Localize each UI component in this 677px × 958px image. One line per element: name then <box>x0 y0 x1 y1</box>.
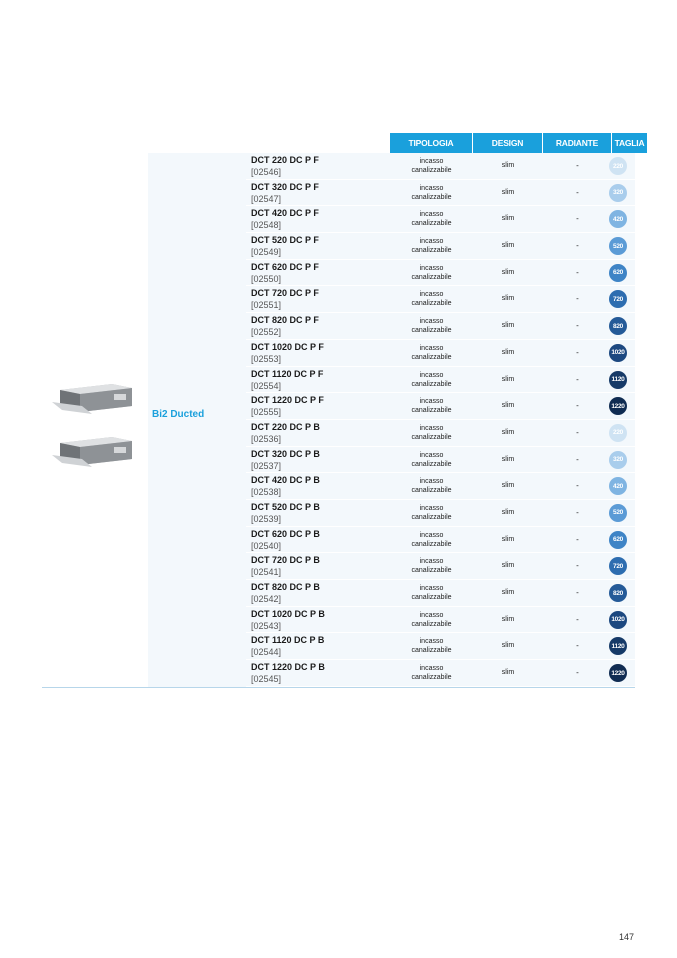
tipologia-cell <box>390 531 473 549</box>
tipologia-line: canalizzabile <box>411 300 452 308</box>
tipologia-line: canalizzabile <box>411 647 452 655</box>
design-cell: slim <box>501 215 515 223</box>
design-cell: slim <box>501 589 515 596</box>
tipologia-cell <box>390 264 473 282</box>
tipologia-line: canalizzabile <box>411 353 452 361</box>
header-design: DESIGN <box>473 133 543 153</box>
table-row <box>246 607 635 634</box>
tipologia-line: canalizzabile <box>411 220 452 228</box>
design-cell: slim <box>501 642 515 650</box>
tipologia-cell <box>390 317 473 335</box>
taglia-badge: 420 <box>609 477 627 495</box>
table-row <box>246 393 635 420</box>
model-code: [02554] <box>251 380 282 391</box>
tipologia-line: incasso <box>419 184 444 192</box>
table-row <box>246 180 635 207</box>
radiante-cell: - <box>576 481 579 491</box>
taglia-badge: 1120 <box>609 371 627 389</box>
tipologia-line: incasso <box>419 638 444 646</box>
table-row <box>246 500 635 527</box>
model-name: DCT 420 DC P F <box>251 208 319 219</box>
radiante-cell: - <box>576 267 579 277</box>
taglia-badge: 520 <box>609 504 627 522</box>
tipologia-cell <box>390 557 473 575</box>
taglia-badge: 420 <box>609 210 627 228</box>
tipologia-cell <box>390 397 473 415</box>
model-code: [02550] <box>251 273 282 284</box>
taglia-badge: 1020 <box>609 611 627 629</box>
table-row <box>246 206 635 233</box>
tipologia-cell <box>390 237 473 255</box>
model-code: [02553] <box>251 353 282 364</box>
table-row <box>246 473 635 500</box>
taglia-badge: 720 <box>609 557 627 575</box>
radiante-cell: - <box>576 187 579 197</box>
table-row <box>246 367 635 394</box>
tipologia-line: canalizzabile <box>411 513 452 521</box>
table-body <box>246 153 635 687</box>
table-header <box>390 133 647 153</box>
model-name: DCT 720 DC P B <box>251 555 320 566</box>
table-row <box>246 633 635 660</box>
taglia-badge: 620 <box>609 264 627 282</box>
taglia-badge: 820 <box>609 584 627 602</box>
radiante-cell: - <box>576 454 579 464</box>
design-cell: slim <box>501 615 515 623</box>
tipologia-cell <box>390 664 473 682</box>
model-code: [02541] <box>251 567 282 578</box>
tipologia-line: canalizzabile <box>411 620 452 628</box>
tipologia-line: incasso <box>419 238 444 246</box>
tipologia-line: canalizzabile <box>411 380 452 388</box>
design-cell: slim <box>501 562 515 570</box>
model-code: [02544] <box>251 647 282 658</box>
tipologia-cell <box>390 344 473 362</box>
radiante-cell: - <box>576 668 579 678</box>
model-code: [02546] <box>251 167 282 177</box>
model-name: DCT 720 DC P F <box>251 288 319 299</box>
design-cell: slim <box>501 322 515 330</box>
design-cell: slim <box>501 188 515 196</box>
tipologia-cell <box>390 451 473 469</box>
tipologia-line: incasso <box>419 611 444 619</box>
product-image-area <box>42 153 148 687</box>
model-name: DCT 1120 DC P F <box>251 368 324 379</box>
group-cell <box>148 153 246 687</box>
model-name: DCT 420 DC P B <box>251 475 320 486</box>
tipologia-line: incasso <box>419 398 444 406</box>
model-code: [02539] <box>251 513 282 524</box>
model-name: DCT 620 DC P B <box>251 528 320 539</box>
design-cell: slim <box>501 268 515 276</box>
radiante-cell: - <box>576 427 579 437</box>
model-name: DCT 820 DC P B <box>251 582 320 592</box>
tipologia-line: canalizzabile <box>411 167 452 174</box>
design-cell: slim <box>501 402 515 410</box>
tipologia-line: incasso <box>419 424 444 432</box>
radiante-cell: - <box>576 347 579 357</box>
tipologia-line: canalizzabile <box>411 460 452 468</box>
model-name: DCT 320 DC P B <box>251 448 320 459</box>
model-name: DCT 220 DC P F <box>251 155 319 165</box>
table-row <box>246 447 635 474</box>
taglia-badge: 520 <box>609 237 627 255</box>
tipologia-cell <box>390 184 473 202</box>
model-code: [02537] <box>251 460 282 471</box>
model-name: DCT 1120 DC P B <box>251 635 325 646</box>
tipologia-line: incasso <box>419 211 444 219</box>
table-row <box>246 660 635 687</box>
taglia-badge: 220 <box>609 157 627 175</box>
model-name: DCT 620 DC P F <box>251 261 319 272</box>
ducted-unit-image <box>52 433 134 469</box>
table-row <box>246 580 635 607</box>
tipologia-cell <box>390 611 473 629</box>
tipologia-cell <box>390 504 473 522</box>
design-cell: slim <box>501 162 515 169</box>
tipologia-line: incasso <box>419 291 444 299</box>
radiante-cell: - <box>576 241 579 251</box>
design-cell: slim <box>501 295 515 303</box>
model-name: DCT 1020 DC P B <box>251 608 325 619</box>
tipologia-line: incasso <box>419 585 444 592</box>
radiante-cell: - <box>576 588 579 597</box>
tipologia-line: canalizzabile <box>411 540 452 548</box>
tipologia-line: incasso <box>419 558 444 566</box>
design-cell: slim <box>501 508 515 516</box>
model-name: DCT 1220 DC P B <box>251 662 325 673</box>
tipologia-cell <box>390 290 473 308</box>
taglia-badge: 720 <box>609 290 627 308</box>
model-code: [02538] <box>251 487 282 498</box>
tipologia-line: incasso <box>419 264 444 272</box>
radiante-cell: - <box>576 161 579 170</box>
design-cell: slim <box>501 482 515 490</box>
taglia-badge: 1220 <box>609 397 627 415</box>
tipologia-cell <box>390 637 473 655</box>
design-cell: slim <box>501 455 515 463</box>
page-number: 147 <box>619 932 635 942</box>
model-name: DCT 220 DC P B <box>251 421 320 432</box>
taglia-badge: 820 <box>609 317 627 335</box>
tipologia-line: canalizzabile <box>411 594 452 601</box>
taglia-badge: 220 <box>609 424 627 442</box>
header-tipologia: TIPOLOGIA <box>390 133 473 153</box>
model-code: [02543] <box>251 620 282 631</box>
radiante-cell: - <box>576 374 579 384</box>
tipologia-line: canalizzabile <box>411 567 452 575</box>
model-name: DCT 1220 DC P F <box>251 395 324 406</box>
tipologia-line: incasso <box>419 504 444 512</box>
tipologia-line: canalizzabile <box>411 247 452 255</box>
table-row <box>246 420 635 447</box>
header-taglia: TAGLIA <box>612 133 647 153</box>
taglia-badge: 1120 <box>609 637 627 655</box>
radiante-cell: - <box>576 507 579 517</box>
table-row <box>246 286 635 313</box>
tipologia-line: incasso <box>419 344 444 352</box>
taglia-badge: 620 <box>609 531 627 549</box>
tipologia-line: canalizzabile <box>411 674 452 682</box>
tipologia-line: canalizzabile <box>411 273 452 281</box>
tipologia-cell <box>390 584 473 602</box>
model-code: [02542] <box>251 594 282 604</box>
taglia-badge: 320 <box>609 184 627 202</box>
model-code: [02540] <box>251 540 282 551</box>
table-row <box>246 527 635 554</box>
tipologia-line: canalizzabile <box>411 327 452 335</box>
tipologia-cell <box>390 157 473 175</box>
model-code: [02536] <box>251 433 282 444</box>
design-cell: slim <box>501 375 515 383</box>
model-code: [02545] <box>251 674 282 685</box>
model-code: [02548] <box>251 220 282 231</box>
tipologia-line: incasso <box>419 451 444 459</box>
tipologia-cell <box>390 477 473 495</box>
design-cell: slim <box>501 242 515 250</box>
model-code: [02549] <box>251 247 282 258</box>
model-name: DCT 520 DC P F <box>251 235 319 246</box>
tipologia-line: incasso <box>419 665 444 673</box>
tipologia-line: canalizzabile <box>411 193 452 201</box>
table-row <box>246 313 635 340</box>
table-row <box>246 553 635 580</box>
model-code: [02555] <box>251 407 282 418</box>
radiante-cell: - <box>576 534 579 544</box>
design-cell: slim <box>501 348 515 356</box>
taglia-badge: 320 <box>609 451 627 469</box>
model-code: [02547] <box>251 193 282 204</box>
taglia-badge: 1020 <box>609 344 627 362</box>
group-label: Bi2 Ducted <box>152 409 205 420</box>
design-cell: slim <box>501 428 515 436</box>
radiante-cell: - <box>576 614 579 624</box>
tipologia-line: incasso <box>419 371 444 379</box>
radiante-cell: - <box>576 641 579 651</box>
ducted-unit-image <box>52 380 134 416</box>
table-row <box>246 340 635 367</box>
tipologia-cell <box>390 424 473 442</box>
tipologia-line: incasso <box>419 318 444 326</box>
tipologia-line: canalizzabile <box>411 407 452 415</box>
model-code: [02552] <box>251 327 282 338</box>
tipologia-line: incasso <box>419 478 444 486</box>
tipologia-line: incasso <box>419 531 444 539</box>
table-row <box>246 233 635 260</box>
tipologia-cell <box>390 371 473 389</box>
model-name: DCT 520 DC P B <box>251 501 320 512</box>
design-cell: slim <box>501 669 515 677</box>
table-row <box>246 153 635 180</box>
model-name: DCT 320 DC P F <box>251 181 319 192</box>
tipologia-line: canalizzabile <box>411 433 452 441</box>
radiante-cell: - <box>576 294 579 304</box>
model-code: [02551] <box>251 300 282 311</box>
table-bottom-divider <box>42 687 635 688</box>
design-cell: slim <box>501 535 515 543</box>
radiante-cell: - <box>576 561 579 571</box>
radiante-cell: - <box>576 321 579 331</box>
header-radiante: RADIANTE <box>543 133 612 153</box>
taglia-badge: 1220 <box>609 664 627 682</box>
radiante-cell: - <box>576 401 579 411</box>
model-name: DCT 1020 DC P F <box>251 341 324 352</box>
radiante-cell: - <box>576 214 579 224</box>
tipologia-line: canalizzabile <box>411 487 452 495</box>
tipologia-cell <box>390 210 473 228</box>
model-name: DCT 820 DC P F <box>251 315 319 326</box>
tipologia-line: incasso <box>419 158 444 165</box>
table-row <box>246 260 635 287</box>
